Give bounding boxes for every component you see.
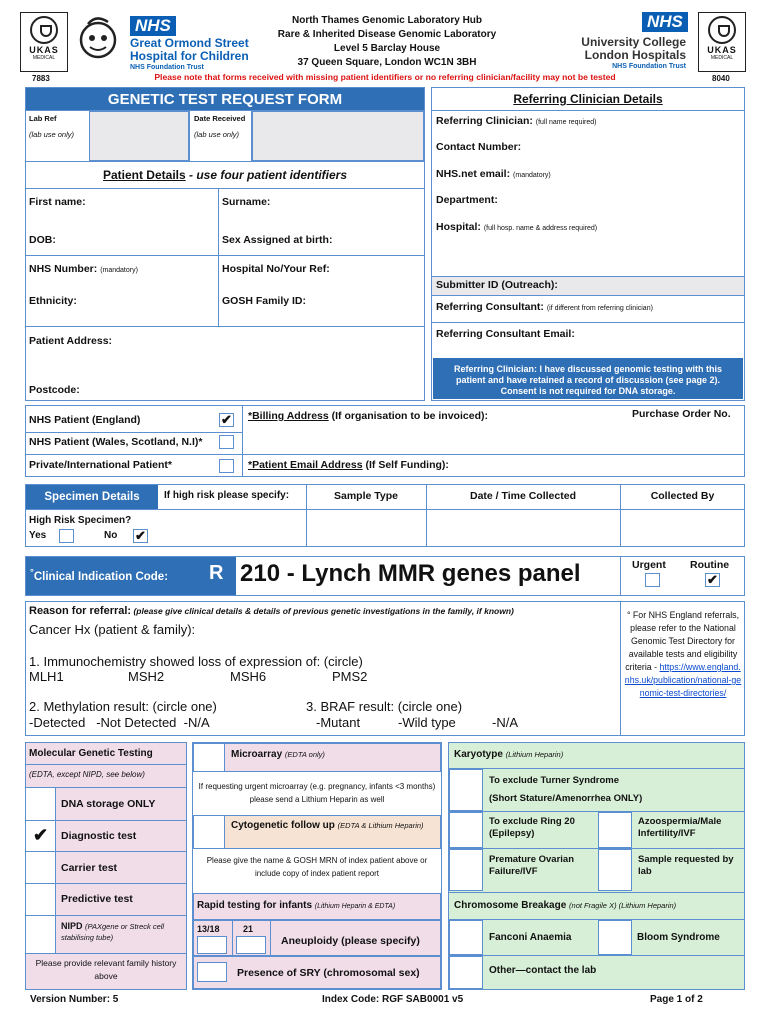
index-code: Index Code: RGF SAB0001 v5 — [322, 994, 464, 1005]
ukas-logo-right: UKAS MEDICAL — [698, 12, 746, 72]
t21-checkbox[interactable] — [236, 936, 266, 954]
patient-details-title: Patient Details - use four patient identifiers — [102, 168, 348, 182]
nhs-england-label: NHS Patient (England) — [29, 414, 141, 426]
ovarian-checkbox[interactable] — [449, 849, 483, 891]
sex-field[interactable]: Sex Assigned at birth: — [222, 234, 333, 246]
private-checkbox[interactable] — [219, 459, 234, 473]
divider — [448, 892, 745, 893]
high-risk-yes-checkbox[interactable] — [59, 529, 74, 543]
nipd-label: NIPD (PAXgene or Streck cell stabilising tube) — [61, 921, 165, 942]
collected-by-field[interactable]: Collected By — [650, 490, 715, 502]
gosh-trust: NHS Foundation Trust — [130, 64, 204, 71]
referral-text-2[interactable]: 1. Immunochemistry showed loss of expression of: (circle) — [29, 654, 363, 669]
divider — [448, 768, 745, 769]
referring-clinician-field[interactable]: Referring Clinician: (full name required) — [436, 115, 597, 127]
crown-icon — [708, 16, 736, 44]
ovarian-label: Premature Ovarian Failure/IVF — [489, 854, 575, 877]
nhs-other-checkbox[interactable] — [219, 435, 234, 449]
braf-wild-type[interactable]: -Wild type — [398, 715, 456, 730]
turner-checkbox[interactable] — [449, 769, 483, 811]
index-info: Please give the name & GOSH MRN of index patient above or include copy of index patient report — [206, 856, 428, 878]
indication-label: °Clinical Indication Code: — [30, 567, 169, 583]
crown-icon — [30, 16, 58, 44]
dna-storage-label: DNA storage ONLY — [61, 798, 156, 810]
lab-ref-use: (lab use only) — [29, 130, 75, 139]
methylation-label: 2. Methylation result: (circle one) — [29, 699, 217, 714]
turner-label-1: To exclude Turner Syndrome — [489, 775, 620, 786]
fanconi-label: Fanconi Anaemia — [489, 932, 572, 943]
patient-email-field[interactable]: *Patient Email Address (If Self Funding): — [248, 459, 449, 471]
specimen-title: Specimen Details — [26, 485, 158, 509]
referral-title: Reason for referral: (please give clinical details & details of previous genetic investigations in the family, if known) — [29, 605, 514, 617]
no-label: No — [104, 530, 118, 541]
routine-label: Routine — [690, 559, 730, 571]
divider — [25, 764, 187, 765]
bloom-label: Bloom Syndrome — [637, 932, 720, 943]
date-received-field[interactable] — [252, 111, 424, 161]
referrer-declaration: Referring Clinician: I have discussed genomic testing with this patient and have retained a record of discussion (see page 2). Consent is not required for DNA storage. — [433, 358, 743, 399]
fanconi-checkbox[interactable] — [449, 920, 483, 955]
sry-label: Presence of SRY (chromosomal sex) — [237, 967, 420, 979]
azoo-checkbox[interactable] — [598, 812, 632, 848]
high-risk-specify-field[interactable]: If high risk please specify: — [164, 490, 290, 501]
gene-mlh1[interactable]: MLH1 — [29, 669, 64, 684]
form-title: GENETIC TEST REQUEST FORM — [25, 87, 425, 111]
azoo-label: Azoospermia/Male Infertility/IVF — [638, 816, 722, 839]
other-checkbox[interactable] — [449, 956, 483, 989]
predictive-label: Predictive test — [61, 893, 133, 905]
uclh-name: University College London Hospitals — [581, 35, 686, 62]
referrer-box — [431, 87, 745, 401]
divider — [25, 188, 425, 189]
gosh-nhs-logo: NHS — [130, 16, 176, 36]
braf-label: 3. BRAF result: (circle one) — [306, 699, 463, 714]
postcode-field[interactable]: Postcode: — [29, 384, 80, 396]
divider — [448, 919, 745, 920]
date-collected-field[interactable]: Date / Time Collected — [469, 490, 576, 502]
surname-field[interactable]: Surname: — [222, 196, 271, 208]
first-name-field[interactable]: First name: — [29, 196, 86, 208]
divider — [448, 955, 745, 956]
referrer-title: Referring Clinician Details — [513, 92, 663, 106]
turner-label-2: (Short Stature/Amenorrhea ONLY) — [489, 793, 643, 804]
ukas-left-number: 7883 — [32, 74, 50, 83]
hospital-no-field[interactable]: Hospital No/Your Ref: — [222, 263, 330, 275]
other-label: Other—contact the lab — [489, 965, 597, 976]
bloom-checkbox[interactable] — [598, 920, 632, 955]
t21-label: 21 — [243, 924, 254, 934]
karyotype-label: Karyotype (Lithium Heparin) — [454, 749, 564, 760]
gosh-name: Great Ormond Street Hospital for Children — [130, 36, 249, 63]
directory-footnote: ° For NHS England referrals, please refer to the National Genomic Test Directory for available tests and eligibility criteria - https://www.england.nhs.uk/publication/national-genomic-test-directories/ — [624, 610, 742, 698]
divider — [25, 432, 242, 433]
date-received-use: (lab use only) — [194, 130, 240, 139]
consultant-email-field[interactable]: Referring Consultant Email: — [436, 328, 575, 340]
cytogenetic-checkbox[interactable] — [193, 815, 225, 849]
submitter-id-label: Submitter ID (Outreach): — [436, 279, 558, 291]
predictive-checkbox[interactable] — [26, 884, 56, 915]
version-number: Version Number: 5 — [30, 994, 119, 1005]
nipd-checkbox[interactable] — [26, 916, 56, 953]
breakage-label: Chromosome Breakage (not Fragile X) (Lithium Heparin) — [454, 900, 677, 911]
diagnostic-checkbox[interactable]: ✔ — [26, 821, 56, 851]
divider — [218, 188, 219, 326]
divider — [242, 405, 243, 477]
aneuploidy-label: Aneuploidy (please specify) — [281, 935, 420, 947]
warning-text: Please note that forms received with missing patient identifiers or no referring clinician/facility may not be tested — [154, 72, 616, 82]
ring20-checkbox[interactable] — [449, 812, 483, 848]
gosh-child-icon — [78, 12, 120, 66]
lab-address: North Thames Genomic Laboratory Hub Rare & Inherited Disease Genomic Laboratory Level 5 Barclay House 37 Queen Square, London WC1N 3BH — [277, 15, 497, 68]
gene-msh6[interactable]: MSH6 — [230, 669, 267, 684]
divider — [448, 811, 745, 812]
ring20-label: To exclude Ring 20 (Epilepsy) — [489, 816, 575, 839]
dob-field[interactable]: DOB: — [29, 234, 56, 246]
billing-address-field[interactable]: *Billing Address (If organisation to be invoiced): — [248, 410, 488, 422]
high-risk-label: High Risk Specimen? — [29, 515, 132, 526]
rapid-label: Rapid testing for infants (Lithium Heparin & EDTA) — [197, 900, 396, 911]
directory-link[interactable]: https://www.england.nhs.uk/publication/national-genomic-test-directories/ — [624, 662, 742, 698]
methylation-options[interactable]: -Detected -Not Detected -N/A — [29, 715, 210, 730]
gene-msh2[interactable]: MSH2 — [128, 669, 165, 684]
indication-r: R — [209, 562, 224, 584]
divider — [25, 326, 425, 327]
microarray-checkbox[interactable] — [193, 743, 225, 772]
referral-text-1[interactable]: Cancer Hx (patient & family): — [29, 622, 196, 637]
diagnostic-label: Diagnostic test — [61, 830, 137, 842]
sample-type-field[interactable]: Sample Type — [334, 490, 398, 502]
uclh-nhs-logo: NHS — [642, 12, 688, 32]
divider — [431, 110, 745, 111]
braf-na[interactable]: -N/A — [492, 715, 518, 730]
family-history-note: Please provide relevant family history above — [35, 958, 177, 981]
ukas-logo-left: UKAS MEDICAL — [20, 12, 68, 72]
indication-code[interactable]: 210 - Lynch MMR genes panel — [240, 560, 581, 587]
urgent-checkbox[interactable] — [645, 573, 660, 587]
divider — [431, 322, 745, 323]
nhs-other-label: NHS Patient (Wales, Scotland, N.I)* — [29, 436, 203, 448]
microarray-info: If requesting urgent microarray (e.g. pregnancy, infants <3 months) please send a Lithium Heparin as well — [198, 782, 436, 804]
hospital-field[interactable]: Hospital: (full hosp. name & address required) — [436, 221, 598, 233]
carrier-checkbox[interactable] — [26, 852, 56, 883]
date-received-label: Date Received — [194, 114, 246, 123]
private-label: Private/International Patient* — [29, 459, 172, 471]
divider — [620, 556, 621, 596]
nhs-number-field[interactable]: NHS Number: (mandatory) — [29, 263, 138, 275]
cytogenetic-label: Cytogenetic follow up (EDTA & Lithium Heparin) — [231, 820, 424, 831]
purchase-order-field[interactable]: Purchase Order No. — [632, 408, 731, 420]
high-risk-no-checkbox[interactable]: ✔ — [133, 529, 148, 543]
dna-storage-checkbox[interactable] — [26, 788, 56, 820]
page-number: Page 1 of 2 — [650, 994, 703, 1005]
urgent-label: Urgent — [632, 559, 666, 571]
molecular-title: Molecular Genetic Testing — [29, 748, 153, 759]
department-field[interactable]: Department: — [436, 194, 498, 206]
divider — [448, 848, 745, 849]
t1318-label: 13/18 — [197, 924, 220, 934]
divider — [620, 601, 621, 736]
braf-mutant[interactable]: -Mutant — [316, 715, 361, 730]
gene-pms2[interactable]: PMS2 — [332, 669, 368, 684]
nhs-england-checkbox[interactable]: ✔ — [219, 413, 234, 427]
ukas-right-number: 8040 — [712, 74, 730, 83]
divider — [25, 953, 187, 954]
contact-number-field[interactable]: Contact Number: — [436, 141, 522, 153]
yes-label: Yes — [29, 530, 47, 541]
divider — [25, 509, 745, 510]
nhs-email-field[interactable]: NHS.net email: (mandatory) — [436, 168, 551, 180]
routine-checkbox[interactable]: ✔ — [705, 573, 720, 587]
t1318-checkbox[interactable] — [197, 936, 227, 954]
sample-lab-label: Sample requested by lab — [638, 854, 734, 877]
carrier-label: Carrier test — [61, 862, 118, 874]
referring-consultant-field[interactable]: Referring Consultant: (if different from referring clinician) — [436, 301, 653, 313]
lab-ref-field[interactable] — [89, 111, 189, 161]
ethnicity-field[interactable]: Ethnicity: — [29, 295, 77, 307]
sry-checkbox-1[interactable] — [197, 962, 227, 982]
gosh-family-id-field[interactable]: GOSH Family ID: — [222, 295, 307, 307]
uclh-trust: NHS Foundation Trust — [612, 63, 686, 70]
divider — [25, 255, 425, 256]
microarray-label: Microarray (EDTA only) — [231, 749, 325, 760]
divider — [25, 454, 745, 455]
sample-lab-checkbox[interactable] — [598, 849, 632, 891]
patient-address-field[interactable]: Patient Address: — [29, 335, 113, 347]
lab-ref-label: Lab Ref — [29, 114, 57, 123]
molecular-note: (EDTA, except NIPD, see below) — [29, 770, 145, 779]
